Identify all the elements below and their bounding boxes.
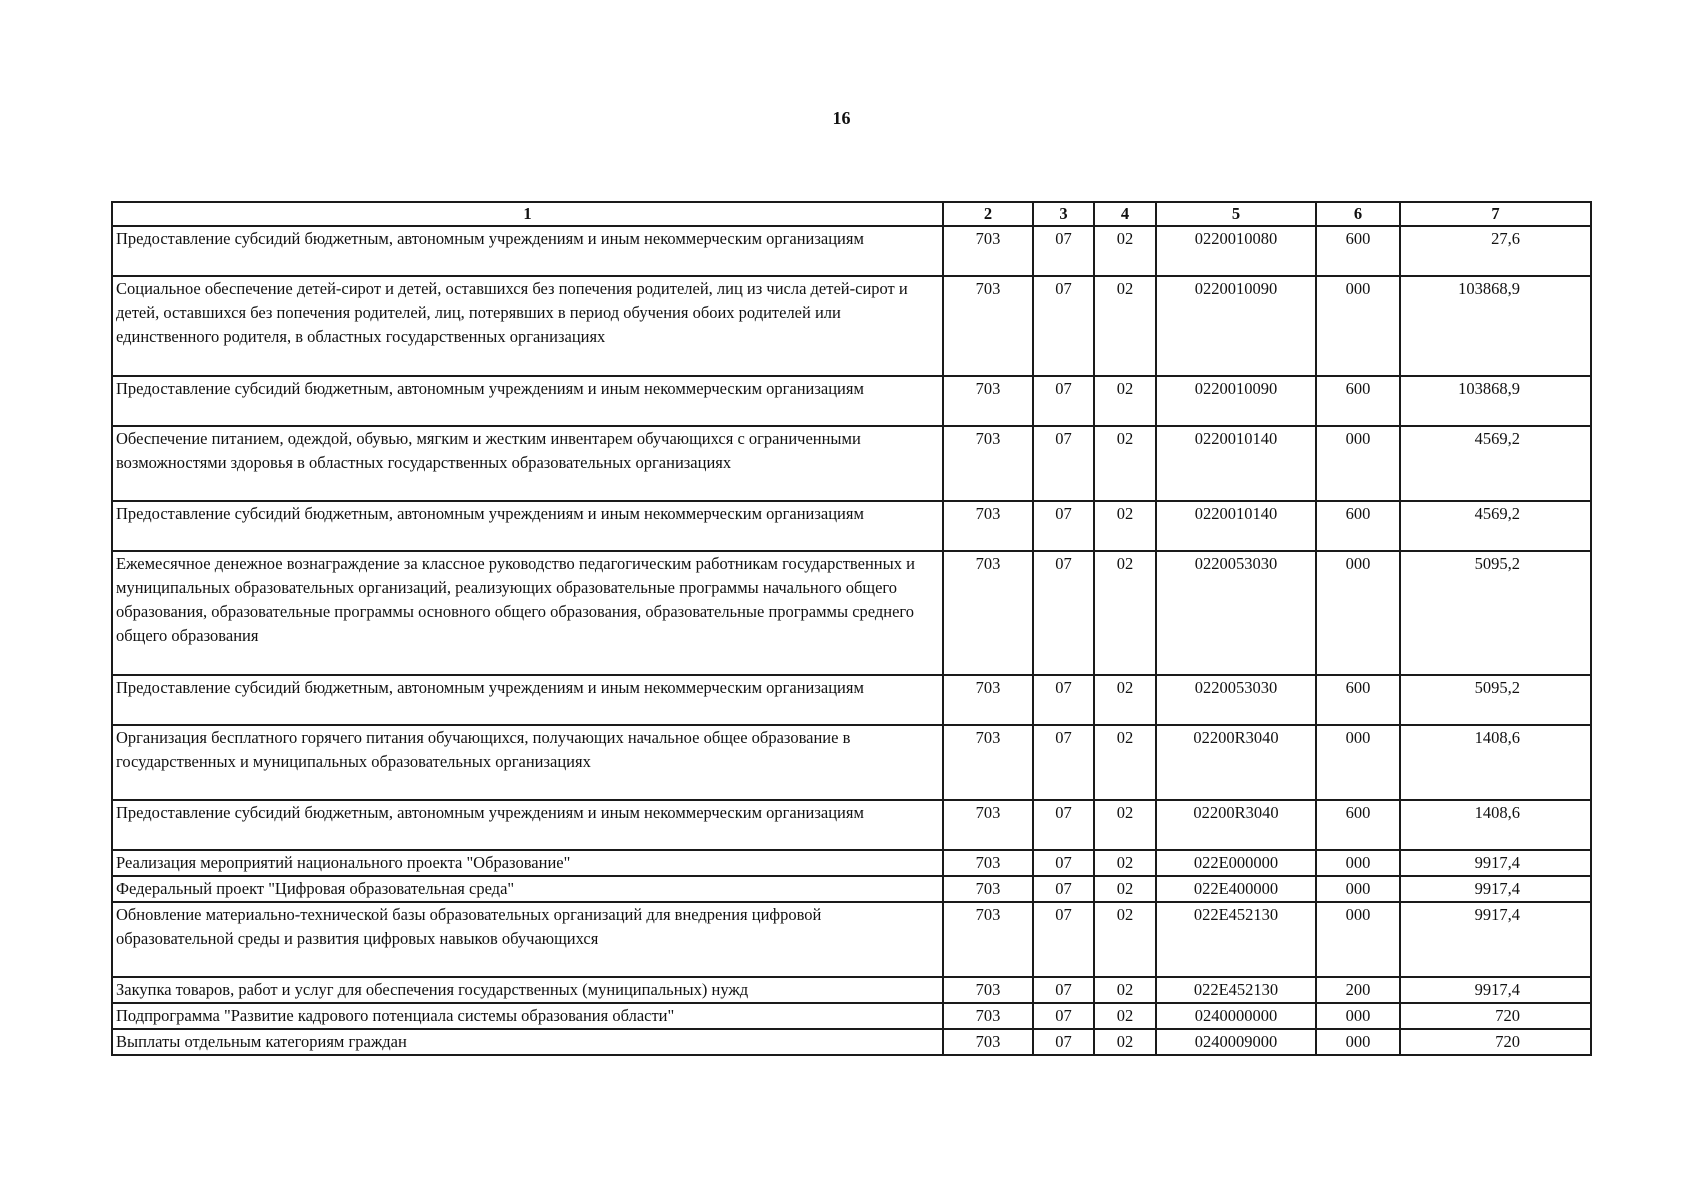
cell-col3: 07 xyxy=(1033,376,1094,426)
row-description: Обновление материально-технической базы образовательных организаций для внедрения цифровой образовательной среды и развития цифровых навыков обучающихся xyxy=(112,902,943,977)
cell-col6: 000 xyxy=(1316,850,1400,876)
cell-amount: 103868,9 xyxy=(1400,276,1591,376)
table-row xyxy=(112,501,1591,551)
cell-col3: 07 xyxy=(1033,226,1094,276)
cell-col6: 200 xyxy=(1316,977,1400,1003)
cell-col2: 703 xyxy=(943,876,1033,902)
cell-col2: 703 xyxy=(943,902,1033,977)
cell-col6: 600 xyxy=(1316,226,1400,276)
table-row xyxy=(112,426,1591,501)
cell-col3: 07 xyxy=(1033,1029,1094,1055)
cell-col2: 703 xyxy=(943,800,1033,850)
cell-col6: 000 xyxy=(1316,426,1400,501)
cell-col4: 02 xyxy=(1094,1029,1156,1055)
cell-col6: 000 xyxy=(1316,276,1400,376)
cell-col4: 02 xyxy=(1094,902,1156,977)
cell-col5: 022E452130 xyxy=(1156,902,1316,977)
cell-col5: 0220010090 xyxy=(1156,276,1316,376)
row-description: Организация бесплатного горячего питания обучающихся, получающих начальное общее образование в государственных и муниципальных образовательных организациях xyxy=(112,725,943,800)
cell-col3: 07 xyxy=(1033,501,1094,551)
cell-col3: 07 xyxy=(1033,902,1094,977)
row-description: Предоставление субсидий бюджетным, автономным учреждениям и иным некоммерческим организациям xyxy=(112,376,943,426)
cell-amount: 4569,2 xyxy=(1400,501,1591,551)
cell-col6: 000 xyxy=(1316,1003,1400,1029)
cell-col4: 02 xyxy=(1094,725,1156,800)
table-row xyxy=(112,876,1591,902)
table-row xyxy=(112,376,1591,426)
cell-col4: 02 xyxy=(1094,501,1156,551)
cell-amount: 103868,9 xyxy=(1400,376,1591,426)
table-row xyxy=(112,850,1591,876)
row-description: Федеральный проект "Цифровая образовательная среда" xyxy=(112,876,943,902)
row-description: Предоставление субсидий бюджетным, автономным учреждениям и иным некоммерческим организациям xyxy=(112,800,943,850)
table-row xyxy=(112,800,1591,850)
cell-col3: 07 xyxy=(1033,876,1094,902)
cell-col2: 703 xyxy=(943,501,1033,551)
cell-col6: 600 xyxy=(1316,376,1400,426)
cell-col6: 600 xyxy=(1316,501,1400,551)
header-row xyxy=(112,202,1591,226)
cell-col2: 703 xyxy=(943,675,1033,725)
cell-amount: 1408,6 xyxy=(1400,800,1591,850)
table-row xyxy=(112,675,1591,725)
cell-col6: 000 xyxy=(1316,1029,1400,1055)
cell-col4: 02 xyxy=(1094,1003,1156,1029)
cell-col5: 022E452130 xyxy=(1156,977,1316,1003)
cell-col4: 02 xyxy=(1094,876,1156,902)
cell-col4: 02 xyxy=(1094,675,1156,725)
cell-col2: 703 xyxy=(943,850,1033,876)
row-description: Ежемесячное денежное вознаграждение за классное руководство педагогическим работникам государственных и муниципальных образовательных организаций, реализующих образовательные программы начального общего образования, образовательные программы основного общего образования, образовательные программы среднего общего образования xyxy=(112,551,943,675)
cell-col6: 000 xyxy=(1316,876,1400,902)
row-description: Закупка товаров, работ и услуг для обеспечения государственных (муниципальных) нужд xyxy=(112,977,943,1003)
cell-col2: 703 xyxy=(943,977,1033,1003)
cell-col3: 07 xyxy=(1033,426,1094,501)
cell-col2: 703 xyxy=(943,376,1033,426)
cell-col5: 0220053030 xyxy=(1156,551,1316,675)
table-row xyxy=(112,276,1591,376)
cell-col6: 000 xyxy=(1316,902,1400,977)
cell-col5: 02200R3040 xyxy=(1156,800,1316,850)
table-row xyxy=(112,977,1591,1003)
cell-amount: 720 xyxy=(1400,1003,1591,1029)
header-cell: 3 xyxy=(1033,202,1094,226)
cell-col6: 000 xyxy=(1316,725,1400,800)
cell-col2: 703 xyxy=(943,551,1033,675)
cell-col3: 07 xyxy=(1033,675,1094,725)
cell-col5: 0220053030 xyxy=(1156,675,1316,725)
budget-table xyxy=(111,201,1592,1056)
row-description: Обеспечение питанием, одеждой, обувью, мягким и жестким инвентарем обучающихся с ограниченными возможностями здоровья в областных государственных образовательных организациях xyxy=(112,426,943,501)
cell-col4: 02 xyxy=(1094,376,1156,426)
table-row xyxy=(112,902,1591,977)
row-description: Предоставление субсидий бюджетным, автономным учреждениям и иным некоммерческим организациям xyxy=(112,226,943,276)
row-description: Выплаты отдельным категориям граждан xyxy=(112,1029,943,1055)
header-cell: 1 xyxy=(112,202,943,226)
row-description: Предоставление субсидий бюджетным, автономным учреждениям и иным некоммерческим организациям xyxy=(112,675,943,725)
cell-col5: 0240009000 xyxy=(1156,1029,1316,1055)
cell-col3: 07 xyxy=(1033,850,1094,876)
cell-amount: 9917,4 xyxy=(1400,876,1591,902)
cell-amount: 9917,4 xyxy=(1400,902,1591,977)
table-row xyxy=(112,1003,1591,1029)
cell-col4: 02 xyxy=(1094,276,1156,376)
cell-amount: 9917,4 xyxy=(1400,850,1591,876)
cell-col5: 0220010140 xyxy=(1156,501,1316,551)
cell-col4: 02 xyxy=(1094,977,1156,1003)
cell-amount: 5095,2 xyxy=(1400,551,1591,675)
table-row xyxy=(112,226,1591,276)
cell-col2: 703 xyxy=(943,226,1033,276)
page-number: 16 xyxy=(832,108,851,128)
table-row xyxy=(112,1029,1591,1055)
cell-col5: 02200R3040 xyxy=(1156,725,1316,800)
header-cell: 2 xyxy=(943,202,1033,226)
cell-col5: 0220010080 xyxy=(1156,226,1316,276)
cell-col4: 02 xyxy=(1094,551,1156,675)
cell-col2: 703 xyxy=(943,1029,1033,1055)
cell-col4: 02 xyxy=(1094,226,1156,276)
cell-col3: 07 xyxy=(1033,276,1094,376)
row-description: Подпрограмма "Развитие кадрового потенциала системы образования области" xyxy=(112,1003,943,1029)
cell-col6: 600 xyxy=(1316,675,1400,725)
cell-amount: 9917,4 xyxy=(1400,977,1591,1003)
cell-amount: 27,6 xyxy=(1400,226,1591,276)
cell-col5: 0220010090 xyxy=(1156,376,1316,426)
cell-col2: 703 xyxy=(943,725,1033,800)
cell-col3: 07 xyxy=(1033,725,1094,800)
cell-col5: 022E000000 xyxy=(1156,850,1316,876)
header-cell: 4 xyxy=(1094,202,1156,226)
cell-col3: 07 xyxy=(1033,977,1094,1003)
cell-col5: 0240000000 xyxy=(1156,1003,1316,1029)
cell-col2: 703 xyxy=(943,276,1033,376)
cell-col3: 07 xyxy=(1033,800,1094,850)
cell-amount: 5095,2 xyxy=(1400,675,1591,725)
cell-col4: 02 xyxy=(1094,426,1156,501)
cell-col3: 07 xyxy=(1033,1003,1094,1029)
cell-col6: 000 xyxy=(1316,551,1400,675)
cell-col3: 07 xyxy=(1033,551,1094,675)
cell-col5: 022E400000 xyxy=(1156,876,1316,902)
row-description: Предоставление субсидий бюджетным, автономным учреждениям и иным некоммерческим организациям xyxy=(112,501,943,551)
cell-col5: 0220010140 xyxy=(1156,426,1316,501)
cell-col2: 703 xyxy=(943,426,1033,501)
cell-col4: 02 xyxy=(1094,850,1156,876)
table-row xyxy=(112,551,1591,675)
header-cell: 6 xyxy=(1316,202,1400,226)
cell-col4: 02 xyxy=(1094,800,1156,850)
cell-col2: 703 xyxy=(943,1003,1033,1029)
cell-amount: 4569,2 xyxy=(1400,426,1591,501)
row-description: Социальное обеспечение детей-сирот и детей, оставшихся без попечения родителей, лиц из числа детей-сирот и детей, оставшихся без попечения родителей, лиц, потерявших в период обучения обоих родителей или единственного родителя, в областных государственных организациях xyxy=(112,276,943,376)
cell-amount: 1408,6 xyxy=(1400,725,1591,800)
header-cell: 5 xyxy=(1156,202,1316,226)
table-row xyxy=(112,725,1591,800)
cell-amount: 720 xyxy=(1400,1029,1591,1055)
row-description: Реализация мероприятий национального проекта "Образование" xyxy=(112,850,943,876)
cell-col6: 600 xyxy=(1316,800,1400,850)
header-cell: 7 xyxy=(1400,202,1591,226)
